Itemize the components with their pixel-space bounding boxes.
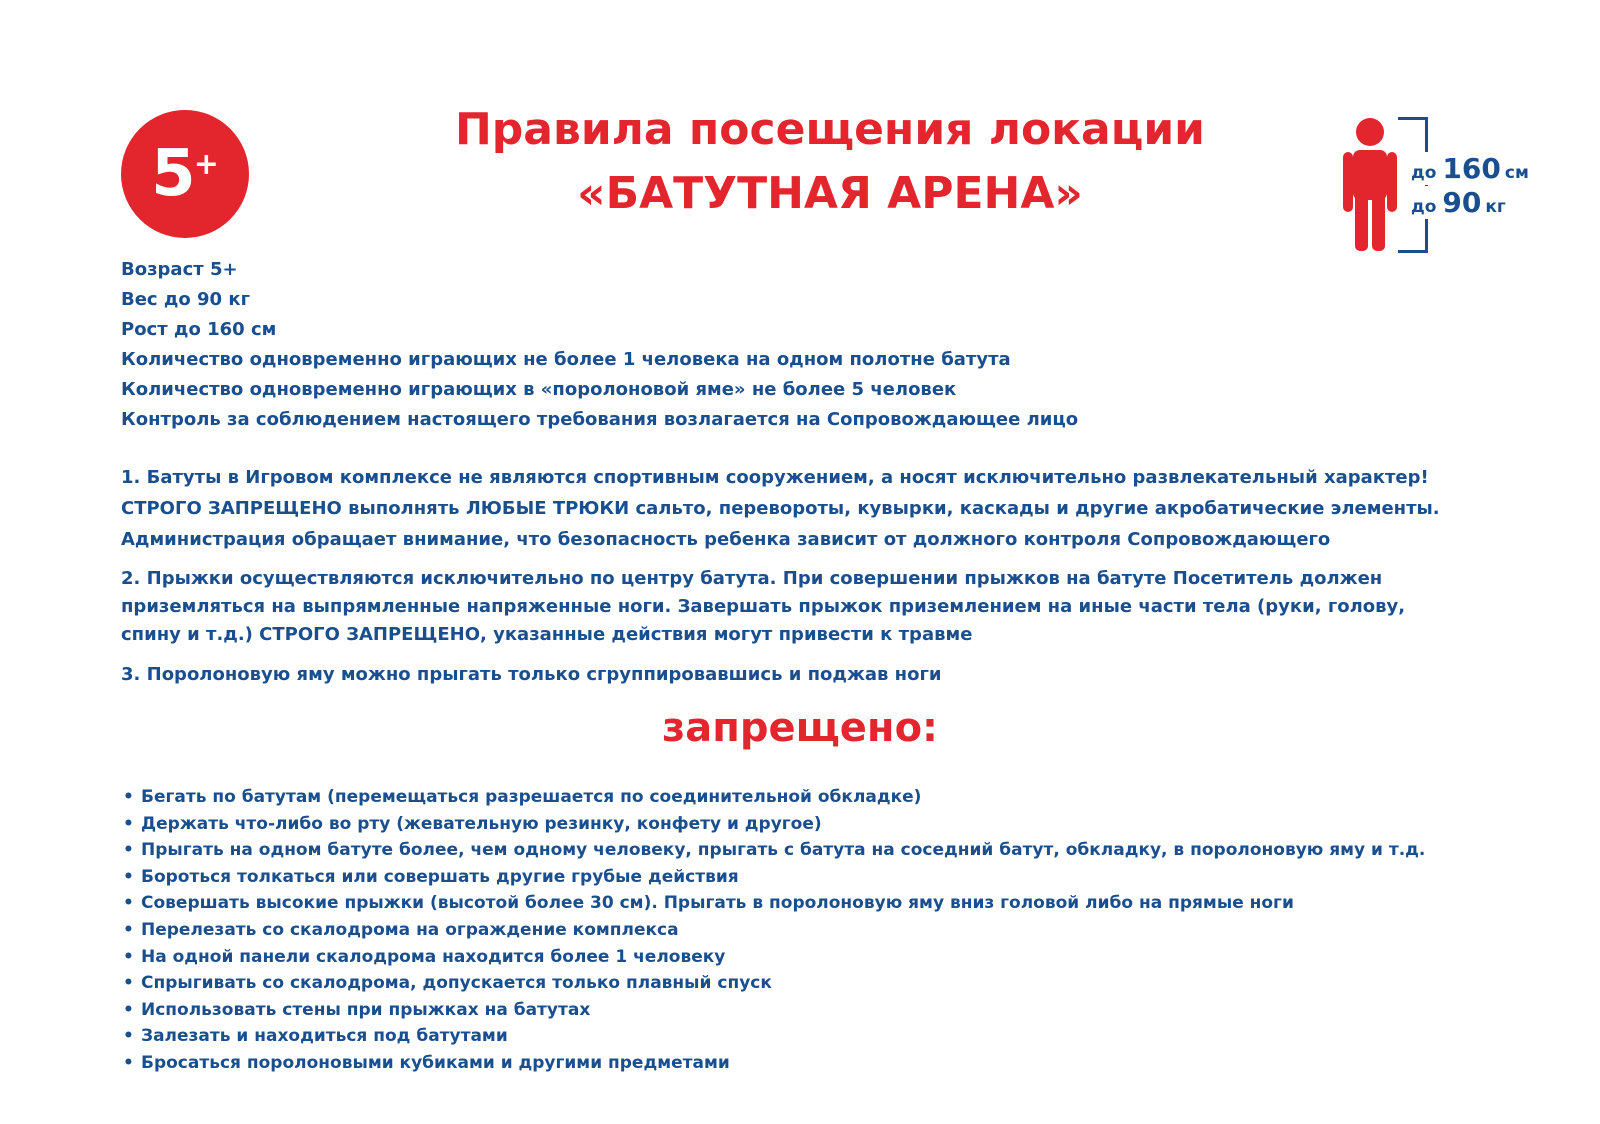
list-item-text: Спрыгивать со скалодрома, допускается только плавный спуск xyxy=(141,973,772,994)
list-item xyxy=(123,837,1425,864)
info-height: Рост до 160 см xyxy=(121,319,277,340)
list-item xyxy=(123,944,1425,971)
bullet: • xyxy=(123,946,134,967)
rule-2-line: 2. Прыжки осуществляются исключительно по центру батута. При совершении прыжков на батуте Посетитель должен xyxy=(121,568,1383,589)
list-item xyxy=(123,1050,1425,1077)
forbidden-list xyxy=(123,784,1425,1077)
list-item-text: На одной панели скалодрома находится более 1 человеку xyxy=(141,946,726,967)
rule-1-line: СТРОГО ЗАПРЕЩЕНО выполнять ЛЮБЫЕ ТРЮКИ сальто, перевороты, кувырки, каскады и другие акробатические элементы. xyxy=(121,498,1440,519)
rule-3-line: 3. Поролоновую яму можно прыгать только сгруппировавшись и поджав ноги xyxy=(121,664,942,685)
height-limit-value: 160 xyxy=(1442,152,1501,185)
weight-limit-prefix: до xyxy=(1411,197,1437,217)
list-item-text: Использовать стены при прыжках на батутах xyxy=(141,999,591,1020)
page-title-line1: Правила посещения локации xyxy=(454,104,1206,155)
rule-2-line: спину и т.д.) СТРОГО ЗАПРЕЩЕНО, указанные действия могут привести к травме xyxy=(121,624,973,645)
list-item xyxy=(123,917,1425,944)
bullet: • xyxy=(123,973,134,994)
rule-1 xyxy=(121,462,1501,555)
list-item-text: Держать что-либо во рту (жевательную резинку, конфету и другое) xyxy=(141,813,822,834)
bullet: • xyxy=(123,813,134,834)
bullet: • xyxy=(123,999,134,1020)
bullet: • xyxy=(123,893,134,914)
list-item xyxy=(123,811,1425,838)
weight-limit xyxy=(1407,186,1506,219)
list-item-text: Совершать высокие прыжки (высотой более 30 см). Прыгать в поролоновую яму вниз головой либо на прямые ноги xyxy=(141,893,1294,914)
height-limit xyxy=(1407,152,1529,185)
bullet: • xyxy=(123,1026,134,1047)
rule-1-line: 1. Батуты в Игровом комплексе не являются спортивным сооружением, а носят исключительно развлекательный характер! xyxy=(121,467,1429,488)
rule-1-line: Администрация обращает внимание, что безопасность ребенка зависит от должного контроля Сопровождающего xyxy=(121,529,1331,550)
page-title-line2: «БАТУТНАЯ АРЕНА» xyxy=(577,168,1083,219)
weight-limit-value: 90 xyxy=(1442,186,1482,219)
height-limit-unit: см xyxy=(1504,163,1529,183)
info-block xyxy=(121,255,1078,435)
weight-limit-unit: кг xyxy=(1485,197,1506,217)
list-item xyxy=(123,1023,1425,1050)
bullet: • xyxy=(123,866,134,887)
bullet: • xyxy=(123,840,134,861)
list-item xyxy=(123,997,1425,1024)
height-bracket xyxy=(1398,117,1428,253)
list-item-text: Бегать по батутам (перемещаться разрешается по соединительной обкладке) xyxy=(141,787,922,807)
rule-2-line: приземляться на выпрямленные напряженные ноги. Завершать прыжок приземлением на иные части тела (руки, голову, xyxy=(121,596,1406,617)
age-badge-plus: + xyxy=(193,146,219,182)
rule-2 xyxy=(121,565,1501,649)
list-item xyxy=(123,784,1425,811)
info-weight: Вес до 90 кг xyxy=(121,289,250,310)
bullet: • xyxy=(123,787,134,807)
age-badge xyxy=(121,110,249,238)
list-item-text: Залезать и находиться под батутами xyxy=(141,1026,508,1047)
list-item-text: Бороться толкаться или совершать другие грубые действия xyxy=(141,866,739,887)
list-item xyxy=(123,970,1425,997)
info-age: Возраст 5+ xyxy=(121,259,238,280)
list-item xyxy=(123,864,1425,891)
list-item-text: Прыгать на одном батуте более, чем одному человеку, прыгать с батута на соседний батут, обкладку, в поролоновую яму и т.д. xyxy=(141,840,1426,861)
bullet: • xyxy=(123,919,134,940)
age-badge-number: 5 xyxy=(151,137,194,211)
height-limit-prefix: до xyxy=(1411,163,1437,183)
bullet: • xyxy=(123,1052,134,1073)
list-item xyxy=(123,890,1425,917)
info-control: Контроль за соблюдением настоящего требования возлагается на Сопровождающее лицо xyxy=(121,409,1079,430)
rules-block xyxy=(121,462,1501,700)
person-icon xyxy=(1335,117,1405,252)
info-players-per-trampoline: Количество одновременно играющих не более 1 человека на одном полотне батута xyxy=(121,349,1011,370)
list-item-text: Бросаться поролоновыми кубиками и другими предметами xyxy=(141,1052,730,1073)
list-item-text: Перелезать со скалодрома на ограждение комплекса xyxy=(141,919,679,940)
forbidden-title: запрещено: xyxy=(661,705,939,751)
info-players-in-pit: Количество одновременно играющих в «поролоновой яме» не более 5 человек xyxy=(121,379,957,400)
rule-3 xyxy=(121,659,1501,690)
